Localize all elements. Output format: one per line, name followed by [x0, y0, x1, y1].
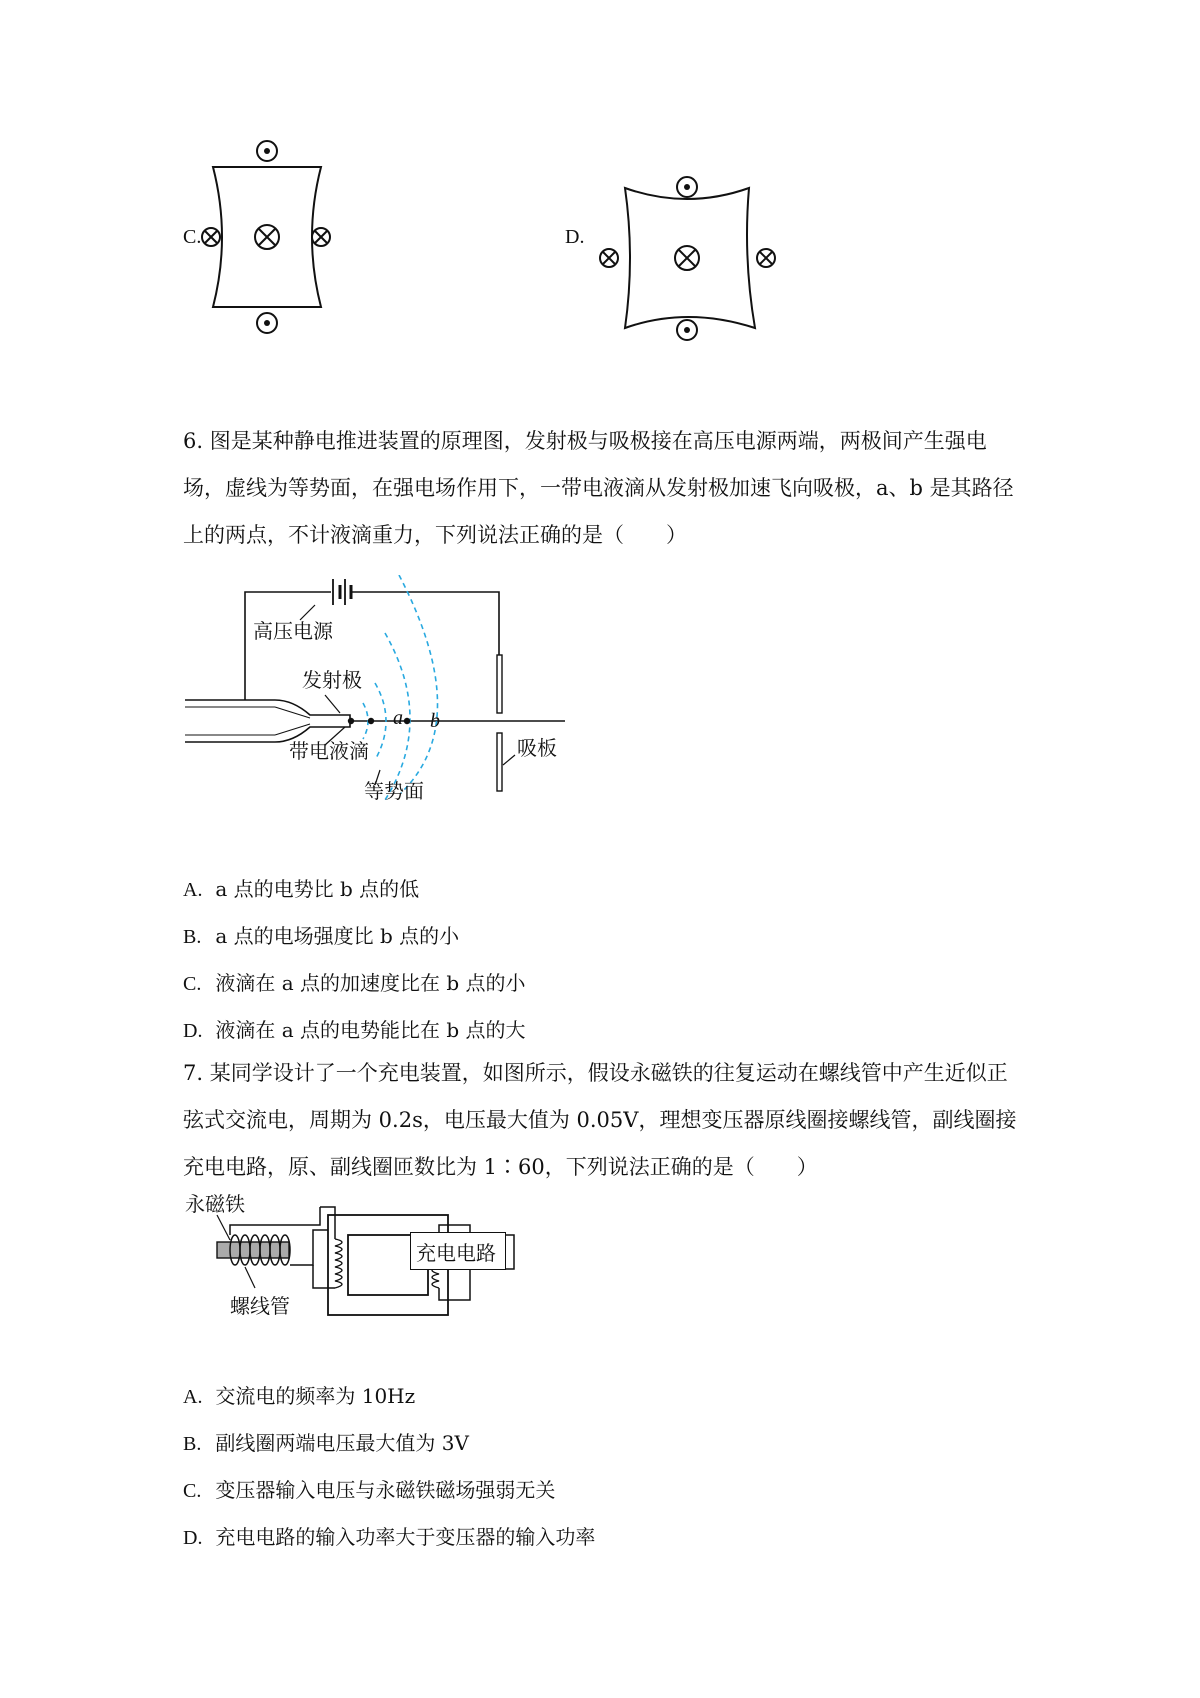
point-b: [404, 718, 410, 724]
q7-option-c: [183, 1474, 555, 1503]
option-d-figure: [595, 170, 780, 345]
option-letter: D.: [183, 1020, 203, 1042]
option-letter: A.: [183, 879, 203, 901]
cross-symbol-right: [757, 249, 775, 267]
option-letter: D.: [183, 1527, 203, 1549]
question-7-body: 某同学设计了一个充电装置，如图所示，假设永磁铁的往复运动在螺线管中产生近似正弦式交流电，周期为 0.2s，电压最大值为 0.05V，理想变压器原线圈接螺线管，副线圈接充电电路，原、副线圈匝数比为 1∶60，下列说法正确的是（ ）: [183, 1061, 1017, 1179]
droplet-point: [348, 718, 354, 724]
option-text: 液滴在 a 点的电势能比在 b 点的大: [215, 1018, 526, 1042]
option-c-figure: [195, 132, 345, 342]
point-b-label: b: [430, 710, 440, 732]
q6-option-c: [183, 967, 526, 996]
option-letter: A.: [183, 1386, 203, 1408]
point-a-label: a: [393, 707, 403, 729]
question-6-text: [183, 418, 1023, 559]
option-text: a 点的电势比 b 点的低: [215, 877, 420, 901]
q7-option-a: [183, 1380, 415, 1409]
option-text: 交流电的频率为 10Hz: [215, 1384, 416, 1408]
cross-symbol-left: [202, 228, 220, 246]
emitter-label: 发射极: [302, 668, 362, 692]
option-text: 变压器输入电压与永磁铁磁场强弱无关: [215, 1478, 556, 1502]
droplet-label: 带电液滴: [289, 739, 369, 763]
absorber-plate-bottom: [497, 733, 502, 791]
q6-option-b: [183, 920, 459, 949]
equipotential-lines: [363, 575, 438, 800]
question-6-number: 6.: [183, 429, 204, 453]
option-letter: B.: [183, 926, 202, 948]
magnet-bar: [217, 1242, 289, 1258]
q7-option-d: [183, 1521, 595, 1550]
q6-option-d: [183, 1014, 526, 1043]
cross-symbol-right: [312, 228, 330, 246]
absorber-label: 吸板: [517, 736, 557, 760]
dot-symbol-top: [677, 177, 697, 197]
point-a: [368, 718, 374, 724]
dot-symbol-top: [257, 141, 277, 161]
q7-option-b: [183, 1427, 469, 1456]
power-source-label: 高压电源: [253, 619, 333, 643]
option-letter: C.: [183, 973, 202, 995]
option-d-label: D.: [565, 226, 585, 248]
question-7-number: 7.: [183, 1061, 204, 1085]
option-text: a 点的电场强度比 b 点的小: [215, 924, 460, 948]
option-c-label: C.: [183, 226, 202, 248]
option-letter: B.: [183, 1433, 202, 1455]
electrostatic-thruster-figure: [185, 575, 585, 805]
dot-symbol-bottom: [677, 320, 697, 340]
option-text: 液滴在 a 点的加速度比在 b 点的小: [215, 971, 526, 995]
cross-symbol-center: [675, 246, 699, 270]
option-letter: C.: [183, 1480, 202, 1502]
charging-circuit-label: 充电电路: [416, 1241, 496, 1265]
question-6-body: 图是某种静电推进装置的原理图，发射极与吸极接在高压电源两端，两极间产生强电场，虚线为等势面，在强电场作用下，一带电液滴从发射极加速飞向吸极，a、b 是其路径上的两点，不计液滴重力，下列说法正确的是（ ）: [183, 429, 1014, 547]
dot-symbol-bottom: [257, 313, 277, 333]
q6-option-a: [183, 873, 419, 902]
solenoid-label: 螺线管: [230, 1294, 290, 1318]
magnet-label: 永磁铁: [185, 1192, 245, 1216]
cross-symbol-center: [255, 225, 279, 249]
cross-symbol-left: [600, 249, 618, 267]
primary-coil: [335, 1239, 342, 1288]
option-text: 副线圈两端电压最大值为 3V: [215, 1431, 469, 1455]
battery-icon: [333, 579, 351, 605]
equipotential-label: 等势面: [364, 779, 424, 803]
question-7-text: [183, 1050, 1023, 1191]
absorber-plate-top: [497, 655, 502, 713]
option-text: 充电电路的输入功率大于变压器的输入功率: [215, 1525, 596, 1549]
